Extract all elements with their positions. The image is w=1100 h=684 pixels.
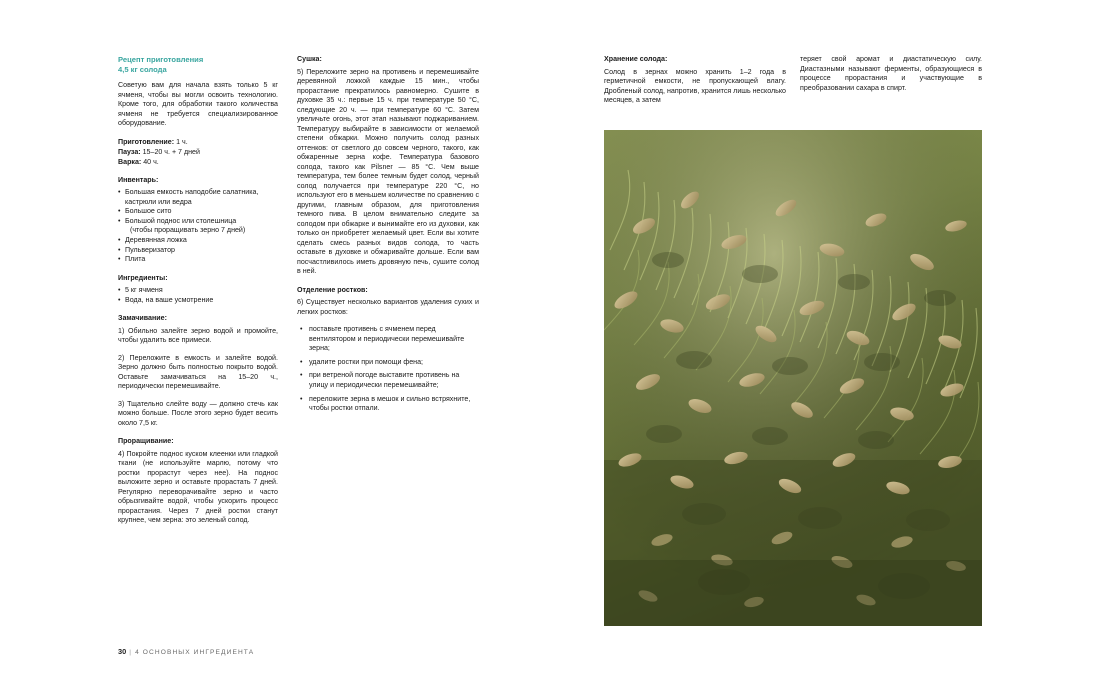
- timing-label: Пауза:: [118, 147, 141, 156]
- timing-value: 1 ч.: [174, 137, 188, 146]
- list-item: • Плита: [118, 255, 278, 265]
- list-item: • переложите зерна в мешок и сильно встряхните, чтобы ростки отпали.: [297, 395, 479, 414]
- column-one: [118, 55, 278, 526]
- step-paragraph: 2) Переложите в емкость и залейте водой. Зерно должно быть полностью покрыто водой. Оставьте замачиваться на 15–20 ч., периодически перемешивайте.: [118, 353, 278, 391]
- inventory-list: [118, 188, 278, 265]
- page-footer: [118, 647, 254, 656]
- timing-value: 40 ч.: [141, 157, 159, 166]
- list-item: • Деревянная ложка: [118, 236, 278, 246]
- timing-label: Варка:: [118, 157, 142, 166]
- list-item: • Большой поднос или столешница (чтобы проращивать зерно 7 дней): [118, 217, 278, 236]
- step-heading-germination: Проращивание:: [118, 437, 174, 446]
- recipe-intro: Советую вам для начала взять только 5 кг ячменя, чтобы вы могли освоить технологию. Кроме того, для обработки такого количества ячменя не требуется специализированное оборудование.: [118, 81, 278, 127]
- sprouted-barley-photo: [604, 130, 982, 626]
- list-item: • удалите ростки при помощи фена;: [297, 358, 479, 368]
- step-paragraph: 4) Покройте поднос куском клеенки или гладкой ткани (не используйте марлю, потому что ростки прорастут через нее). На поднос выложите зерно и оставьте прорастать 7 дней. Регулярно переворачивайте зерно и часто обрызгивайте водой, чтобы ускорить процесс прорастания. Через 7 дней ростки станут крупнее, чем зерна: это зеленый солод.: [118, 449, 278, 525]
- recipe-title-line1: Рецепт приготовления: [118, 55, 204, 64]
- storage-paragraph-a: Солод в зернах можно хранить 1–2 года в герметичной емкости, не пропускающей влагу. Дробленый солод, напротив, хранится лишь несколько месяцев, а затем: [604, 67, 786, 104]
- storage-paragraph-b: теряет свой аромат и диастатическую силу. Диастазными называют ферменты, образующиеся в процессе прорастания и участвующие в преобразовании сахара в спирт.: [800, 55, 982, 92]
- footer-separator: |: [129, 649, 133, 656]
- list-item: • Пульверизатор: [118, 246, 278, 256]
- inventory-heading: Инвентарь:: [118, 175, 159, 184]
- list-item: • Вода, на ваше усмотрение: [118, 296, 278, 306]
- list-item: • Большое сито: [118, 207, 278, 217]
- step-paragraph: 1) Обильно залейте зерно водой и промойте, чтобы удалить все примеси.: [118, 326, 278, 345]
- step-paragraph: 6) Существует несколько вариантов удаления сухих и легких ростков:: [297, 298, 479, 316]
- column-two: [297, 55, 479, 418]
- step-heading-drying: Сушка:: [297, 55, 322, 63]
- column-three: [604, 55, 786, 106]
- recipe-timings: [118, 137, 278, 167]
- timing-value: 15–20 ч. + 7 дней: [140, 147, 200, 156]
- timing-row: [118, 157, 278, 167]
- step-paragraph: 5) Переложите зерно на противень и перемешивайте деревянной ложкой каждые 15 мин., чтобы прорастание прекратилось равномерно. Сушите в духовке 35 ч.: первые 15 ч. при температуре 50 °C, следующие 20 ч. — при температуре 60 °C. Затем увеличьте огонь, этот этап называют поджариванием. Температуру выбирайте в зависимости от желаемой степени обжарки. Можно получить солод разных оттенков: от светлого до совсем черного, такого, как обжаренные зерна кофе. Температура базового солода, такого как Pilsner — 85 °C. Чем выше температура, тем более темным будет солод, черный солод получается при температуре 220 °C, но используют его в меньшем количестве по сравнению с другими, главным образом, для приготовления темного пива. В целом внимательно следите за солодом при обжарке и вынимайте его из духовки, как только он приобретет желаемый цвет. Если вы хотите сделать смесь разных видов солода, то часть оставьте в духовке и обжаривайте дольше. Если вам посчастливилось иметь дровяную печь, сушите солод в ней.: [297, 67, 479, 275]
- list-item: • поставьте противень с ячменем перед вентилятором и периодически перемешивайте зерна;: [297, 325, 479, 354]
- list-item: • 5 кг ячменя: [118, 286, 278, 296]
- storage-heading: Хранение солода:: [604, 55, 668, 63]
- timing-row: [118, 137, 278, 147]
- step-heading-soaking: Замачивание:: [118, 314, 167, 323]
- timing-label: Приготовление:: [118, 137, 175, 146]
- inventory-subnote: (чтобы проращивать зерно 7 дней): [130, 226, 246, 235]
- list-item: • при ветреной погоде выставите противень на улицу и периодически перемешивайте;: [297, 371, 479, 390]
- list-item: • Большая емкость наподобие салатника, кастрюли или ведра: [118, 188, 278, 207]
- timing-row: [118, 147, 278, 157]
- column-four: [800, 55, 982, 93]
- ingredients-list: [118, 286, 278, 305]
- recipe-title: [118, 55, 278, 75]
- step-paragraph: 3) Тщательно слейте воду — должно стечь как можно больше. После этого зерно будет весить около 7,5 кг.: [118, 399, 278, 427]
- page-number: 30: [118, 647, 127, 656]
- sprout-removal-options: [297, 325, 479, 414]
- recipe-title-line2: 4,5 кг солода: [118, 65, 167, 74]
- ingredients-heading: Ингредиенты:: [118, 273, 168, 282]
- footer-section-label: 4 ОСНОВНЫХ ИНГРЕДИЕНТА: [135, 649, 255, 656]
- step-heading-sprout-removal: Отделение ростков:: [297, 285, 368, 294]
